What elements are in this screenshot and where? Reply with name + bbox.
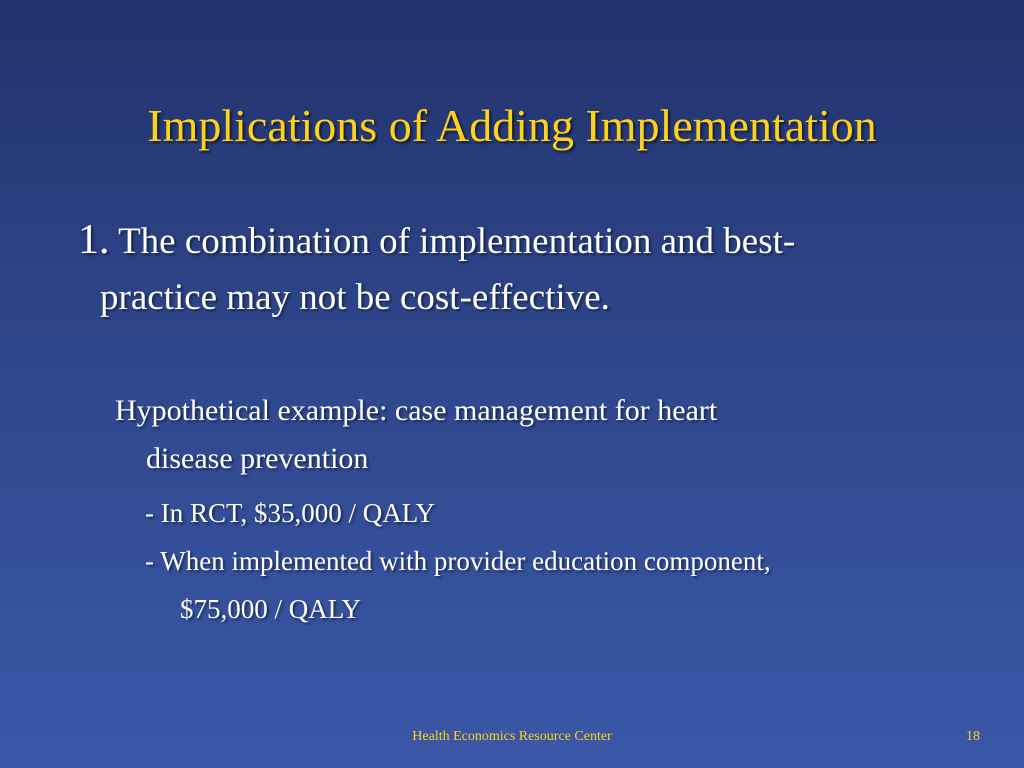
- main-point-text-1: The combination of implementation and best-: [109, 221, 796, 262]
- main-point-line-1: [78, 212, 978, 270]
- footer-text: Health Economics Resource Center: [412, 729, 612, 744]
- sub-item-implemented: - When implemented with provider education component,: [145, 546, 771, 576]
- sub-item-implemented-cost: $75,000 / QALY: [180, 594, 362, 624]
- slide-title: Implications of Adding Implementation: [147, 100, 877, 151]
- example-line-2: disease prevention: [146, 442, 369, 475]
- point-number: 1.: [78, 217, 110, 263]
- main-point: [78, 212, 978, 326]
- page-number: 18: [966, 729, 980, 744]
- example-paragraph: [115, 387, 995, 483]
- main-point-text-2: practice may not be cost-effective.: [100, 277, 610, 318]
- sub-item-rct: - In RCT, $35,000 / QALY: [145, 498, 436, 528]
- example-line-1: Hypothetical example: case management for heart: [115, 394, 718, 427]
